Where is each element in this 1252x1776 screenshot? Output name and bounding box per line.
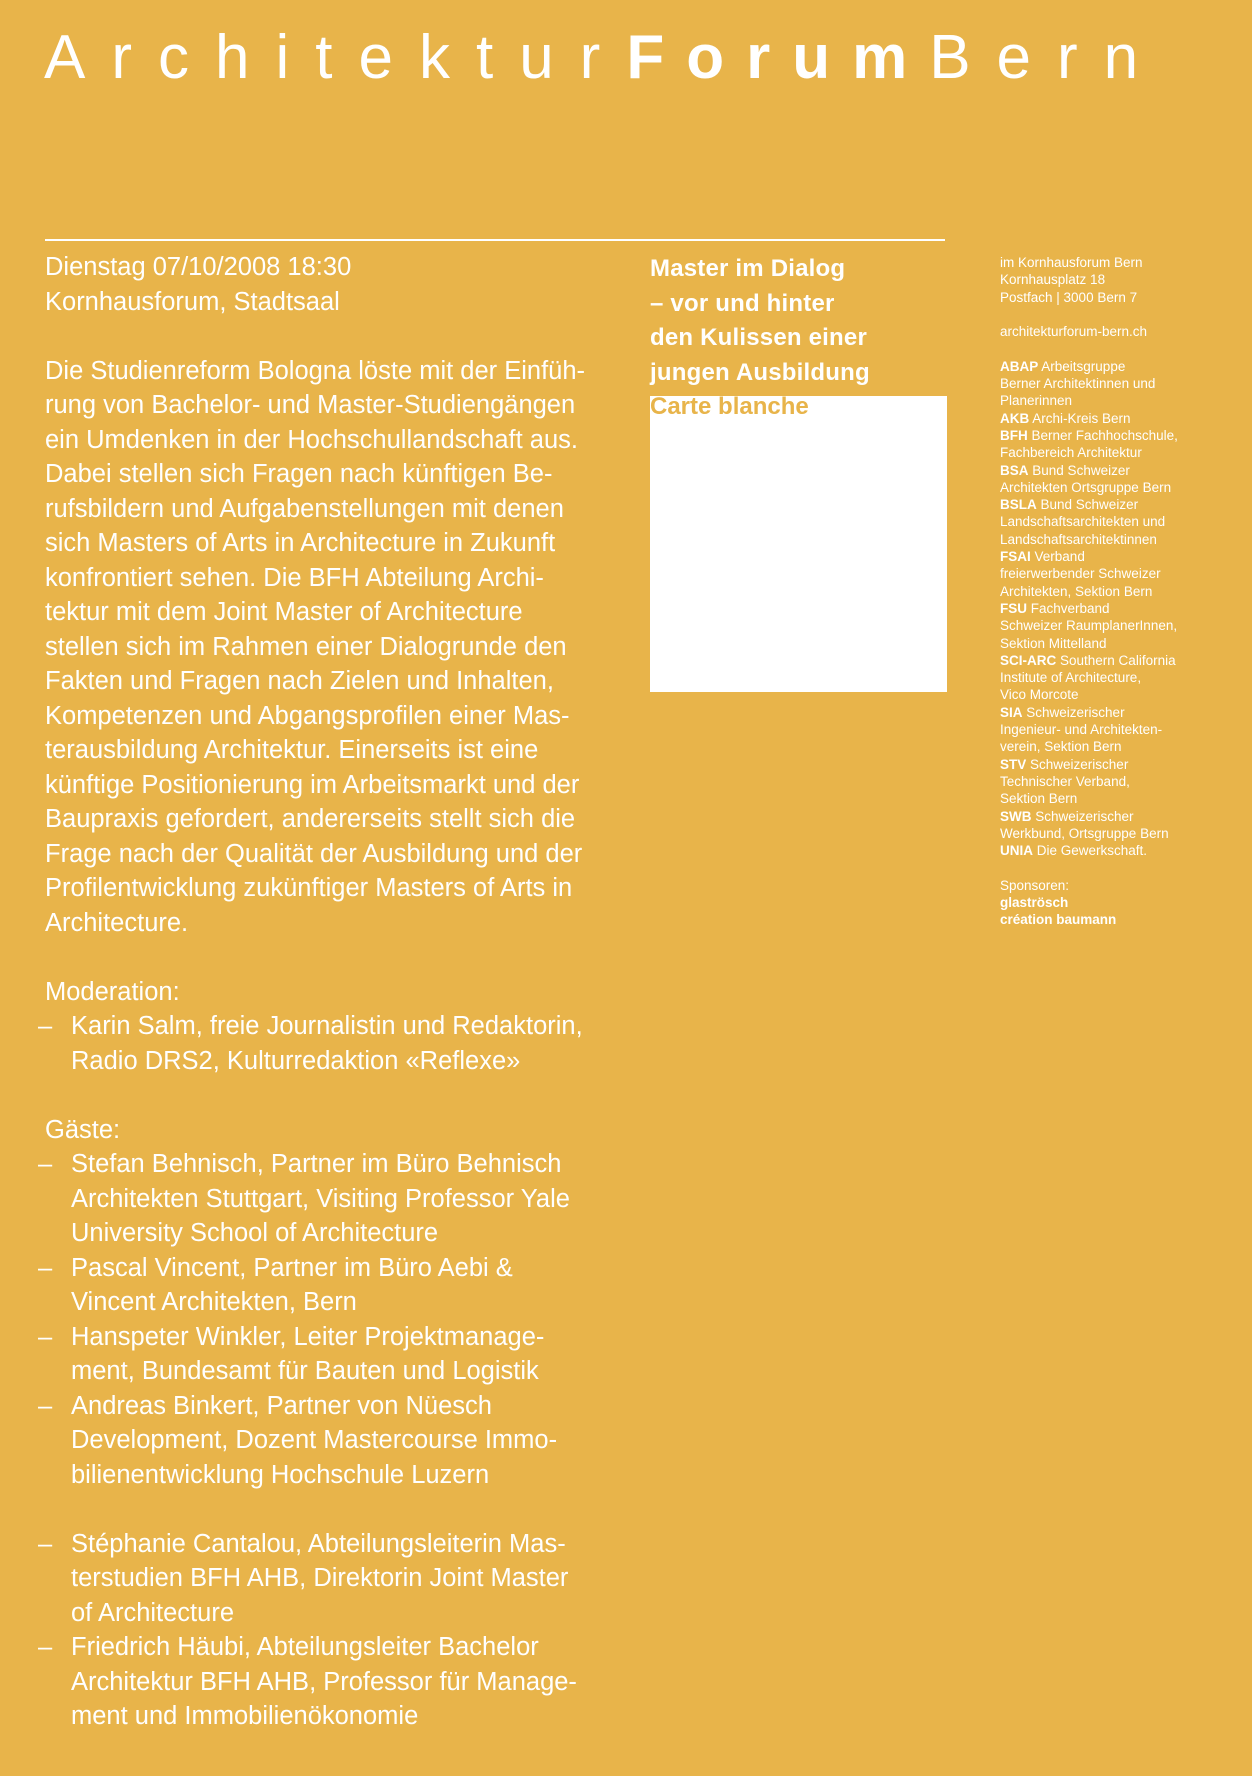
member-description: Verband xyxy=(1034,549,1085,565)
member-abbreviation: BFH xyxy=(1000,427,1028,443)
member-description: Institute of Architecture, xyxy=(1000,670,1142,686)
list-item-line: Architektur BFH AHB, Professor für Manage- xyxy=(71,1667,577,1696)
member-description: Vico Morcote xyxy=(1000,687,1079,703)
body-text-line: ein Umdenken in der Hochschullandschaft aus. xyxy=(45,425,578,454)
list-item-line: Architekten Stuttgart, Visiting Professor Yale xyxy=(71,1184,570,1213)
member-line xyxy=(1000,496,1240,513)
member-line xyxy=(1000,427,1240,444)
sponsor-name: création baumann xyxy=(1000,912,1117,928)
member-line xyxy=(1000,635,1240,652)
body-text-line: Baupraxis gefordert, andererseits stellt sich die xyxy=(45,805,576,833)
sponsors-label: Sponsoren: xyxy=(1000,877,1070,893)
list-item-line: bilienentwicklung Hochschule Luzern xyxy=(71,1460,490,1489)
member-line xyxy=(1000,704,1240,721)
member-abbreviation: UNIA xyxy=(1000,843,1033,859)
dash-bullet: – xyxy=(38,1253,53,1282)
list-item xyxy=(38,1009,645,1078)
horizontal-rule xyxy=(45,239,945,241)
website-link[interactable]: architekturforum-bern.ch xyxy=(1000,324,1148,340)
address-line: im Kornhausforum Bern xyxy=(1000,255,1143,270)
guests-heading: Gäste: xyxy=(45,1115,121,1144)
body-text-line: Fakten und Fragen nach Zielen und Inhalten, xyxy=(45,667,554,695)
body-text-line: Kompetenzen und Abgangsprofilen einer Mas- xyxy=(45,701,570,730)
list-item-line: Development, Dozent Mastercourse Immo- xyxy=(71,1426,558,1454)
member-line xyxy=(1000,721,1240,738)
event-title-line: den Kulissen einer xyxy=(650,324,867,351)
dash-bullet: – xyxy=(38,1529,53,1558)
member-abbreviation: AKB xyxy=(1000,410,1030,426)
member-description: Sektion Bern xyxy=(1000,791,1078,807)
list-item-line: Hanspeter Winkler, Leiter Projektmanage- xyxy=(71,1322,545,1351)
list-item-line: Andreas Binkert, Partner von Nüesch xyxy=(71,1391,492,1420)
member-description: Architekten, Sektion Bern xyxy=(1000,583,1153,599)
body-text-line: rufsbildern und Aufgabenstellungen mit denen xyxy=(45,494,564,523)
body-text-line: Profilentwicklung zukünftiger Masters of Arts in xyxy=(45,874,573,902)
member-line xyxy=(1000,583,1240,600)
member-abbreviation: SWB xyxy=(1000,808,1032,824)
body-text-line: Dabei stellen sich Fragen nach künftigen Be- xyxy=(45,460,553,488)
body-text-line: Frage nach der Qualität der Ausbildung und der xyxy=(45,839,583,868)
member-line xyxy=(1000,652,1240,669)
member-list xyxy=(1000,358,1240,860)
address-line: Kornhausplatz 18 xyxy=(1000,272,1106,288)
member-description: Die Gewerkschaft. xyxy=(1036,843,1148,859)
list-item xyxy=(38,1251,645,1320)
member-description: Sektion Mittelland xyxy=(1000,635,1107,651)
member-line xyxy=(1000,808,1240,825)
guests-list-2 xyxy=(38,1527,645,1734)
member-line xyxy=(1000,479,1240,496)
sidebar xyxy=(1000,254,1240,929)
event-title-line: Master im Dialog xyxy=(650,255,846,282)
member-description: Fachbereich Architektur xyxy=(1000,445,1142,461)
dash-bullet: – xyxy=(38,1633,53,1661)
list-item xyxy=(38,1630,645,1734)
address-line: Postfach | 3000 Bern 7 xyxy=(1000,289,1138,305)
member-description: Schweizerischer xyxy=(1030,756,1129,772)
moderation-heading: Moderation: xyxy=(45,977,180,1006)
member-abbreviation: FSAI xyxy=(1000,549,1031,565)
member-description: Fachverband xyxy=(1030,600,1110,616)
member-line xyxy=(1000,669,1240,686)
member-line xyxy=(1000,565,1240,582)
member-description: Technischer Verband, xyxy=(1000,773,1130,789)
member-line xyxy=(1000,600,1240,617)
member-description: Schweizerischer xyxy=(1026,704,1125,720)
member-abbreviation: STV xyxy=(1000,756,1027,772)
body-text-line: rung von Bachelor- und Master-Studiengängen xyxy=(45,391,576,419)
member-line xyxy=(1000,548,1240,565)
member-abbreviation: BSLA xyxy=(1000,497,1037,513)
member-description: Berner Fachhochschule, xyxy=(1031,427,1178,443)
member-description: Landschaftsarchitektinnen xyxy=(1000,531,1157,547)
member-description: Southern California xyxy=(1060,652,1176,668)
member-line xyxy=(1000,756,1240,773)
event-date: Dienstag 07/10/2008 18:30 xyxy=(45,253,352,281)
masthead-architektur: Architektur xyxy=(44,23,627,92)
list-item xyxy=(38,1147,645,1251)
member-line xyxy=(1000,738,1240,755)
member-description: Bund Schweizer xyxy=(1032,462,1130,478)
masthead-bern: Bern xyxy=(929,23,1165,92)
member-line xyxy=(1000,358,1240,375)
body-text-line: Architecture. xyxy=(45,908,189,937)
event-venue: Kornhausforum, Stadtsaal xyxy=(45,287,340,316)
member-abbreviation: BSA xyxy=(1000,462,1029,478)
list-item-line: ment und Immobilienökonomie xyxy=(71,1702,419,1730)
title-block xyxy=(650,252,950,390)
member-description: Planerinnen xyxy=(1000,393,1073,409)
body-text-line: stellen sich im Rahmen einer Dialogrunde den xyxy=(45,632,567,661)
list-item-line: Stéphanie Cantalou, Abteilungsleiterin Mas- xyxy=(71,1529,566,1558)
list-item-line: University School of Architecture xyxy=(71,1219,439,1247)
member-abbreviation: SCI-ARC xyxy=(1000,652,1057,668)
member-line xyxy=(1000,375,1240,392)
body-text-line: sich Masters of Arts in Architecture in Zukunft xyxy=(45,529,556,557)
member-description: Architekten Ortsgruppe Bern xyxy=(1000,479,1172,495)
list-item-line: Vincent Architekten, Bern xyxy=(71,1288,357,1316)
member-description: Schweizerischer xyxy=(1035,808,1134,824)
list-item-line: Friedrich Häubi, Abteilungsleiter Bachelor xyxy=(71,1633,539,1661)
carte-blanche-panel xyxy=(650,396,947,692)
dash-bullet: – xyxy=(38,1150,53,1178)
list-item-line: ment, Bundesamt für Bauten und Logistik xyxy=(71,1357,539,1385)
member-line xyxy=(1000,444,1240,461)
list-item-line: Pascal Vincent, Partner im Büro Aebi & xyxy=(71,1253,513,1282)
member-description: Archi-Kreis Bern xyxy=(1032,410,1131,426)
member-abbreviation: FSU xyxy=(1000,600,1027,616)
body-text-line: künftige Positionierung im Arbeitsmarkt und der xyxy=(45,770,580,799)
member-description: Werkbund, Ortsgruppe Bern xyxy=(1000,825,1169,841)
list-item xyxy=(38,1320,645,1389)
member-line xyxy=(1000,790,1240,807)
member-description: Bund Schweizer xyxy=(1040,497,1139,513)
member-line xyxy=(1000,825,1240,842)
member-description: verein, Sektion Bern xyxy=(1000,739,1122,755)
series-label: Carte blanche xyxy=(650,393,809,420)
member-description: Landschaftsarchitekten und xyxy=(1000,514,1166,530)
member-description: Berner Architektinnen und xyxy=(1000,376,1156,392)
dash-bullet: – xyxy=(38,1391,53,1420)
member-line xyxy=(1000,410,1240,427)
member-line xyxy=(1000,462,1240,479)
member-abbreviation: ABAP xyxy=(1000,358,1039,374)
member-line xyxy=(1000,617,1240,634)
member-line xyxy=(1000,392,1240,409)
sponsor-name: glaströsch xyxy=(1000,894,1069,910)
guests-list xyxy=(38,1147,645,1492)
event-title-line: – vor und hinter xyxy=(650,289,835,317)
body-text-line: konfrontiert sehen. Die BFH Abteilung Archi- xyxy=(45,563,544,592)
list-item xyxy=(38,1389,645,1493)
body-text-line: tektur mit dem Joint Master of Architecture xyxy=(45,598,523,626)
member-line xyxy=(1000,773,1240,790)
list-item-line: terstudien BFH AHB, Direktorin Joint Master xyxy=(71,1564,569,1592)
member-line xyxy=(1000,842,1240,859)
member-line xyxy=(1000,531,1240,548)
list-item-line: Stefan Behnisch, Partner im Büro Behnisch xyxy=(71,1150,562,1178)
member-line xyxy=(1000,686,1240,703)
member-description: freierwerbender Schweizer xyxy=(1000,566,1161,582)
dash-bullet: – xyxy=(38,1012,53,1040)
masthead-title xyxy=(44,22,1224,94)
list-item-line: Karin Salm, freie Journalistin und Redaktorin, xyxy=(71,1012,583,1040)
body-text-line: terausbildung Architektur. Einerseits ist eine xyxy=(45,736,539,764)
body-text xyxy=(45,354,645,941)
list-item-line: Radio DRS2, Kulturredaktion «Reflexe» xyxy=(71,1046,521,1075)
masthead-forum: Forum xyxy=(626,23,930,92)
dash-bullet: – xyxy=(38,1322,53,1351)
body-text-line: Die Studienreform Bologna löste mit der Einfüh- xyxy=(45,356,586,385)
moderation-list xyxy=(38,1009,645,1078)
member-description: Ingenieur- und Architekten- xyxy=(1000,722,1163,738)
list-item xyxy=(38,1527,645,1631)
member-abbreviation: SIA xyxy=(1000,704,1023,720)
member-description: Arbeitsgruppe xyxy=(1041,358,1126,374)
member-description: Schweizer RaumplanerInnen, xyxy=(1000,618,1178,634)
main-column xyxy=(38,250,645,1734)
list-item-line: of Architecture xyxy=(71,1598,234,1627)
event-title-line: jungen Ausbildung xyxy=(650,358,870,386)
member-line xyxy=(1000,513,1240,530)
